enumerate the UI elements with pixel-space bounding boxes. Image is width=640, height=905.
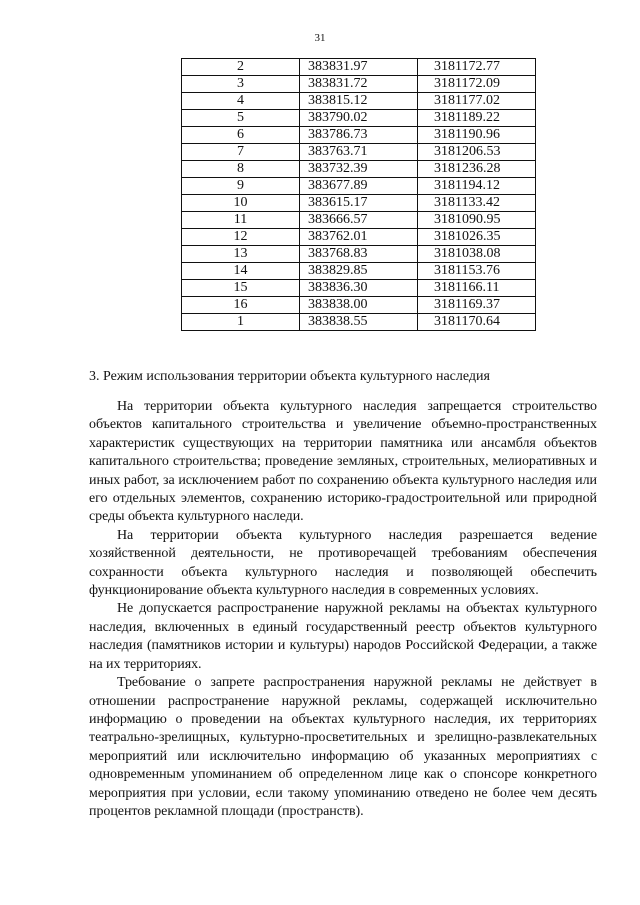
paragraph-prohibitions: На территории объекта культурного наследия запрещается строительство объектов капитального строительства и увеличение объемно-пространственных характеристик существующих на территории памятника или ансамбля объектов капитального строительства; проведение земляных, строительных, мелиоративных и иных работ, за исключением работ по сохранению объекта культурного наследия или его отдельных элементов, сохранению историко-градостроительной или природной среды объекта культурного наследи.: [89, 399, 597, 525]
y-coordinate-cell: 3181206.53: [418, 144, 536, 161]
y-coordinate-cell: 3181172.77: [418, 59, 536, 76]
x-coordinate-cell: 383732.39: [300, 161, 418, 178]
x-coordinate-cell: 383677.89: [300, 178, 418, 195]
table-row: [182, 280, 536, 297]
x-coordinate-cell: 383768.83: [300, 246, 418, 263]
table-row: [182, 178, 536, 195]
x-coordinate-cell: 383666.57: [300, 212, 418, 229]
table-row: [182, 161, 536, 178]
table-row: [182, 195, 536, 212]
table-row: [182, 263, 536, 280]
point-number-cell: 16: [182, 297, 300, 314]
y-coordinate-cell: 3181038.08: [418, 246, 536, 263]
point-number-cell: 11: [182, 212, 300, 229]
x-coordinate-cell: 383831.72: [300, 76, 418, 93]
y-coordinate-cell: 3181236.28: [418, 161, 536, 178]
y-coordinate-cell: 3181166.11: [418, 280, 536, 297]
x-coordinate-cell: 383836.30: [300, 280, 418, 297]
point-number-cell: 8: [182, 161, 300, 178]
paragraph-advertising-exception: Требование о запрете распространения наружной рекламы не действует в отношении распространение наружной рекламы, содержащей исключительно информацию о проведении на объектах культурного наследия, их территориях театрально-зрелищных, культурно-просветительных и зрелищно-развлекательных мероприятий или исключительно информацию об указанных мероприятиях с одновременным упоминанием об определенном лице как о спонсоре конкретного мероприятия при условии, если такому упоминанию отведено не более чем десять процентов рекламной площади (пространств).: [89, 675, 597, 819]
point-number-cell: 7: [182, 144, 300, 161]
table-row: [182, 110, 536, 127]
table-row: [182, 93, 536, 110]
table-row: [182, 144, 536, 161]
paragraph-advertising-ban: Не допускается распространение наружной рекламы на объектах культурного наследия, включенных в единый государственный реестр объектов культурного наследия (памятников истории и культуры) народов Российской Федерации, а также на их территориях.: [89, 601, 597, 672]
table-row: [182, 127, 536, 144]
y-coordinate-cell: 3181090.95: [418, 212, 536, 229]
point-number-cell: 6: [182, 127, 300, 144]
table-row: [182, 212, 536, 229]
point-number-cell: 2: [182, 59, 300, 76]
y-coordinate-cell: 3181190.96: [418, 127, 536, 144]
point-number-cell: 3: [182, 76, 300, 93]
y-coordinate-cell: 3181169.37: [418, 297, 536, 314]
table-row: [182, 76, 536, 93]
x-coordinate-cell: 383831.97: [300, 59, 418, 76]
point-number-cell: 9: [182, 178, 300, 195]
coordinates-table-body: [182, 59, 536, 331]
x-coordinate-cell: 383786.73: [300, 127, 418, 144]
point-number-cell: 1: [182, 314, 300, 331]
point-number-cell: 14: [182, 263, 300, 280]
x-coordinate-cell: 383763.71: [300, 144, 418, 161]
table-row: [182, 246, 536, 263]
x-coordinate-cell: 383829.85: [300, 263, 418, 280]
y-coordinate-cell: 3181133.42: [418, 195, 536, 212]
table-row: [182, 229, 536, 246]
y-coordinate-cell: 3181172.09: [418, 76, 536, 93]
y-coordinate-cell: 3181170.64: [418, 314, 536, 331]
paragraph-permitted-activity: На территории объекта культурного наследия разрешается ведение хозяйственной деятельности, не противоречащей требованиям обеспечения сохранности объекта культурного наследия и позволяющей обеспечить функционирование объекта культурного наследия в современных условиях.: [89, 527, 597, 599]
coordinates-table: [181, 58, 536, 331]
point-number-cell: 5: [182, 110, 300, 127]
page-number: 31: [314, 32, 326, 44]
y-coordinate-cell: 3181194.12: [418, 178, 536, 195]
table-row: [182, 314, 536, 331]
table-row: [182, 59, 536, 76]
point-number-cell: 4: [182, 93, 300, 110]
table-row: [182, 297, 536, 314]
x-coordinate-cell: 383838.00: [300, 297, 418, 314]
point-number-cell: 12: [182, 229, 300, 246]
y-coordinate-cell: 3181026.35: [418, 229, 536, 246]
x-coordinate-cell: 383615.17: [300, 195, 418, 212]
section-heading: 3. Режим использования территории объекта культурного наследия: [89, 369, 490, 384]
point-number-cell: 15: [182, 280, 300, 297]
x-coordinate-cell: 383838.55: [300, 314, 418, 331]
y-coordinate-cell: 3181189.22: [418, 110, 536, 127]
x-coordinate-cell: 383762.01: [300, 229, 418, 246]
point-number-cell: 10: [182, 195, 300, 212]
section-body: [89, 398, 597, 821]
x-coordinate-cell: 383790.02: [300, 110, 418, 127]
y-coordinate-cell: 3181177.02: [418, 93, 536, 110]
y-coordinate-cell: 3181153.76: [418, 263, 536, 280]
x-coordinate-cell: 383815.12: [300, 93, 418, 110]
point-number-cell: 13: [182, 246, 300, 263]
